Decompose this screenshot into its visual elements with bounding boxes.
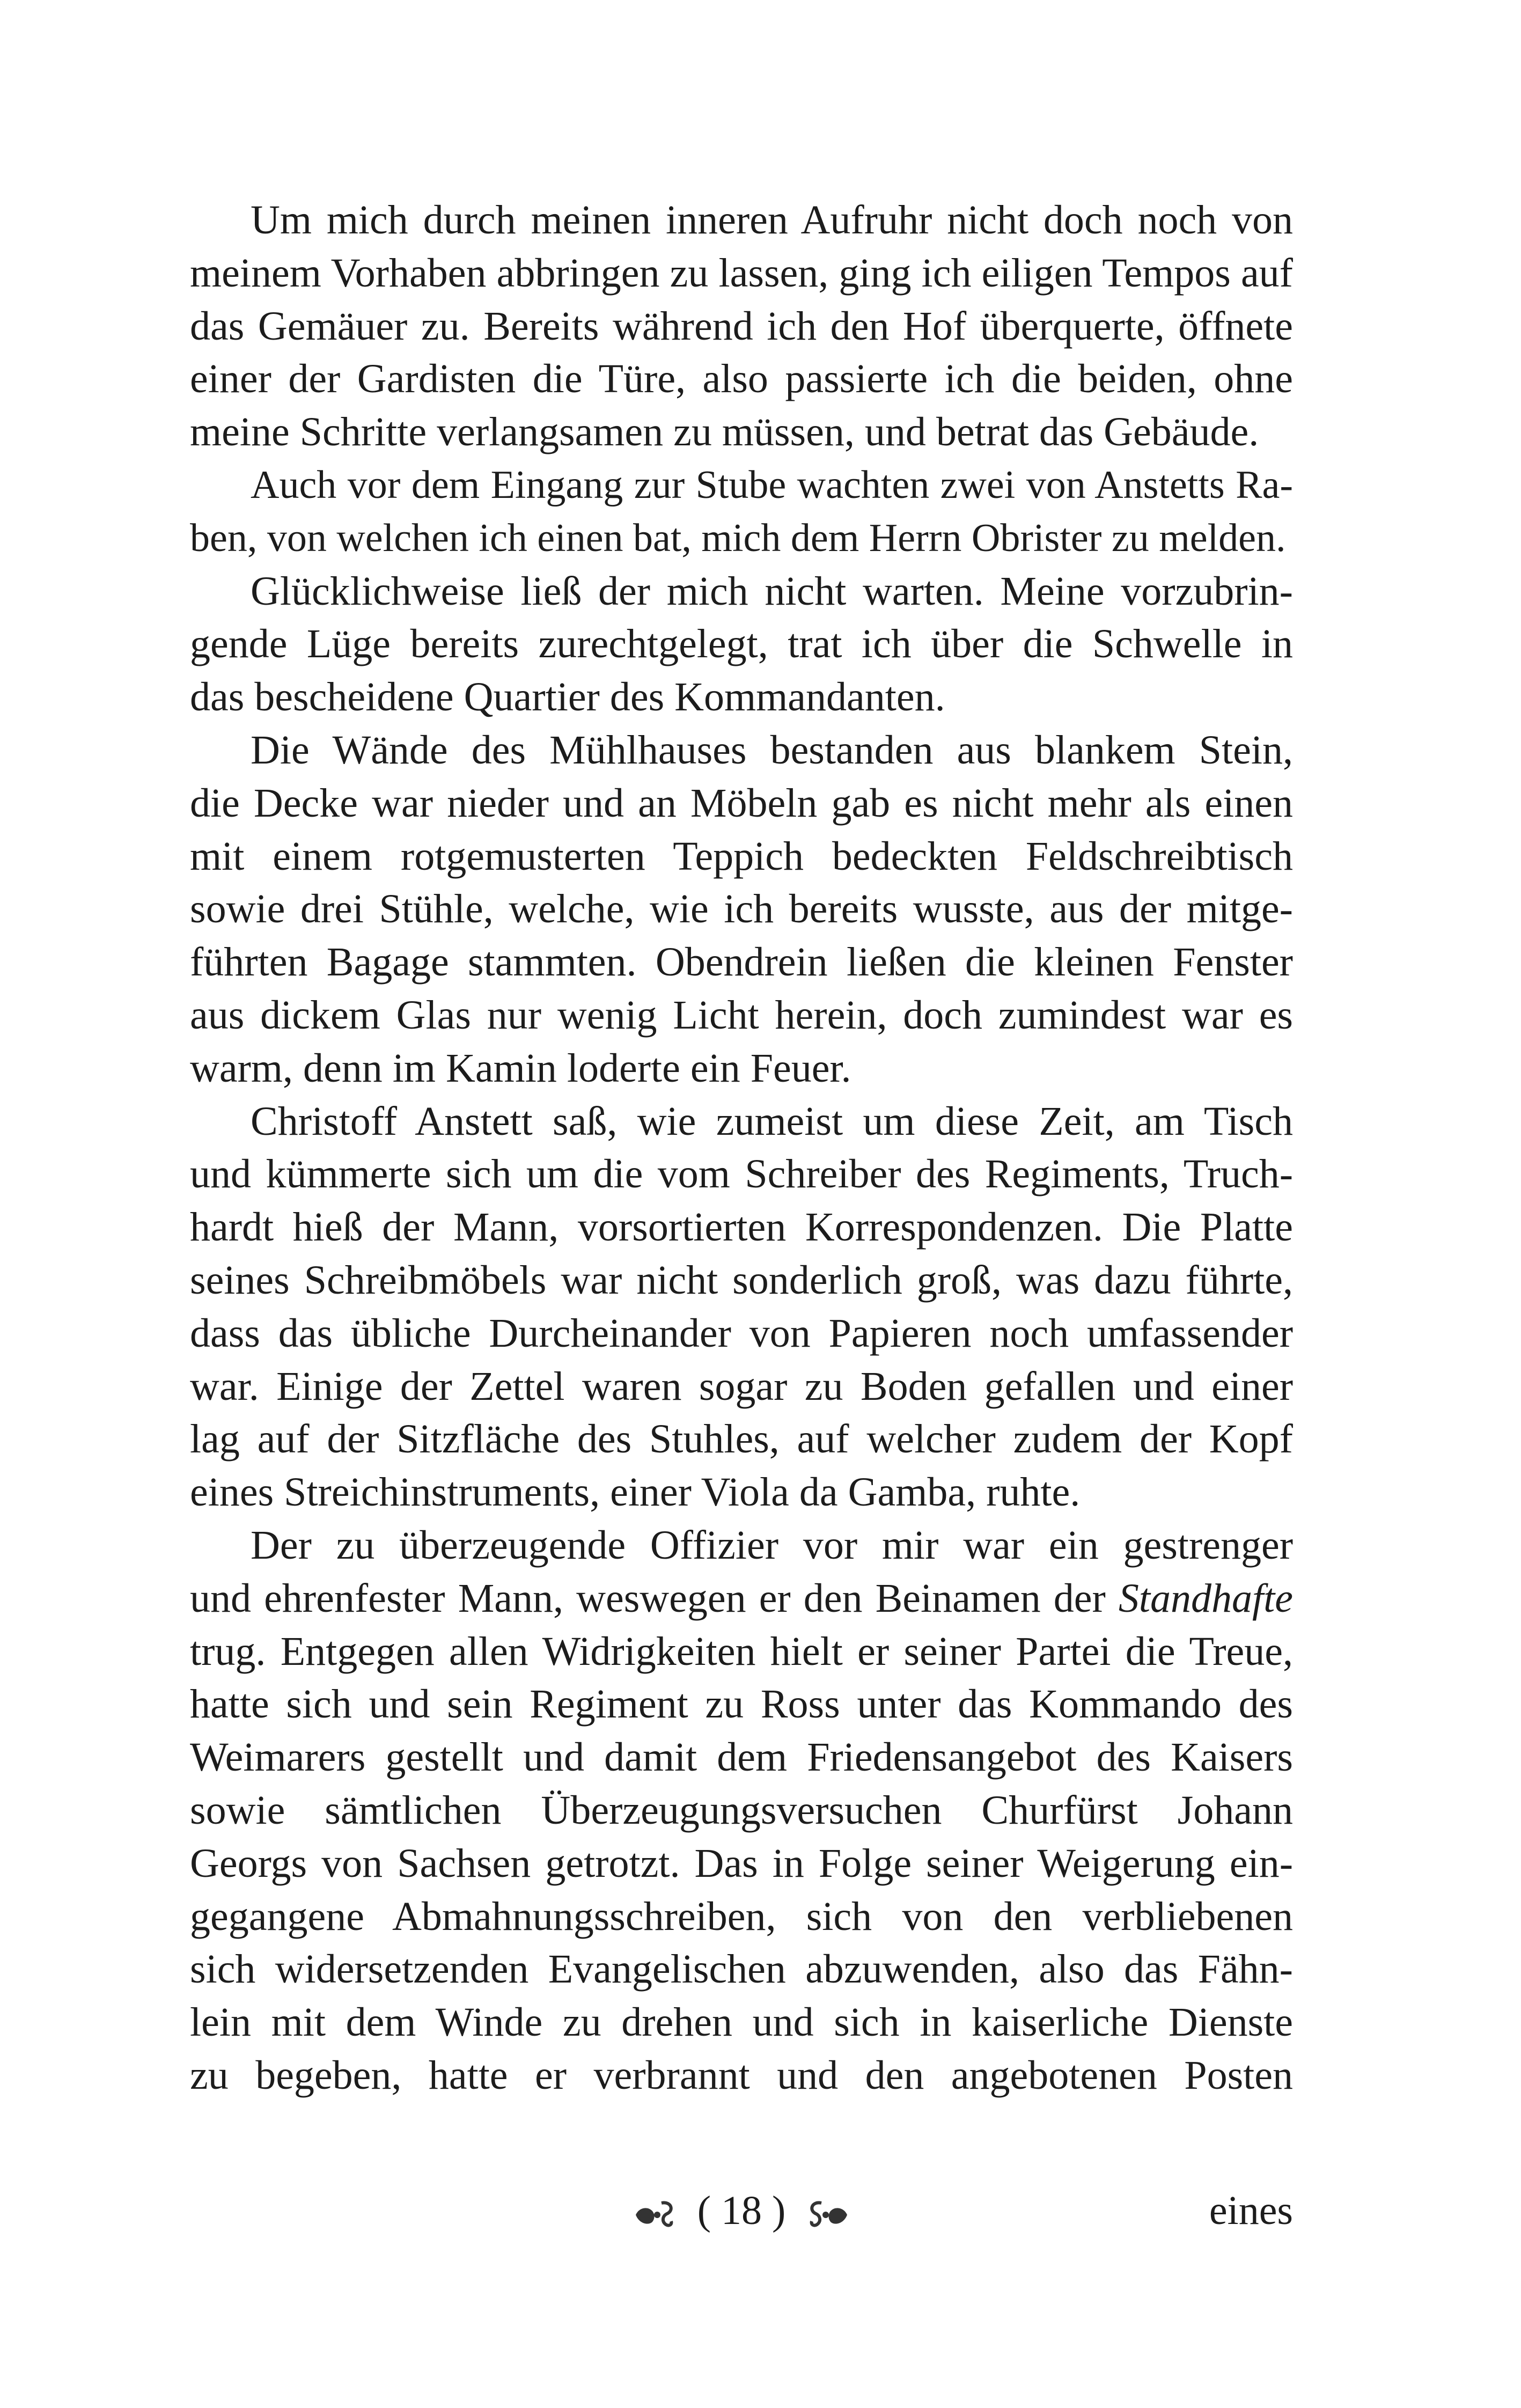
text-line: [190, 1360, 1293, 1413]
text-line: [190, 1201, 1293, 1254]
paragraph-first-line: [190, 724, 1293, 777]
line-text: meinem Vorhaben abbringen zu lassen, ging ich eiligen Tempos auf: [190, 250, 1293, 296]
line-text: Glücklichweise ließ der mich nicht warten. Meine vorzubrin-: [251, 568, 1293, 614]
line-text: und ehrenfester Mann, weswegen er den Beinamen der: [190, 1575, 1119, 1621]
line-text: sowie drei Stühle, welche, wie ich bereits wusste, aus der mitge-: [190, 886, 1293, 932]
text-line: [190, 1996, 1293, 2049]
text-line: [190, 406, 1293, 459]
text-line: [190, 300, 1293, 353]
page-footer: [190, 2184, 1293, 2237]
line-text: und kümmerte sich um die vom Schreiber des Regiments, Truch-: [190, 1151, 1293, 1197]
text-line: [190, 353, 1293, 406]
body-text: [190, 194, 1293, 2102]
text-line: [190, 883, 1293, 936]
line-text: zu begeben, hatte er verbrannt und den angebotenen Posten: [190, 2052, 1293, 2098]
line-text: mit einem rotgemusterten Teppich bedeckten Feldschreibtisch: [190, 833, 1293, 879]
text-line: [190, 1148, 1293, 1201]
text-line: [190, 1307, 1293, 1360]
text-line: [190, 2049, 1293, 2102]
text-line: [190, 1678, 1293, 1731]
paragraph-first-line: [190, 194, 1293, 247]
line-text: das Gemäuer zu. Bereits während ich den Hof überquerte, öffnete: [190, 303, 1293, 349]
text-line: [190, 1466, 1293, 1519]
line-text: ben, von welchen ich einen bat, mich dem Herrn Obrister zu melden.: [190, 516, 1286, 560]
line-text: dass das übliche Durcheinander von Papieren noch umfassender: [190, 1310, 1293, 1356]
text-line: [190, 618, 1293, 671]
line-text: lag auf der Sitzfläche des Stuhles, auf welcher zudem der Kopf: [190, 1416, 1293, 1462]
line-text: Um mich durch meinen inneren Aufruhr nicht doch noch von: [251, 197, 1293, 243]
text-line: [190, 671, 1293, 724]
line-text: eines Streichinstruments, einer Viola da Gamba, ruhte.: [190, 1470, 1081, 1515]
right-ornament-icon: [796, 2199, 849, 2231]
line-text: einer der Gardisten die Türe, also passierte ich die beiden, ohne: [190, 356, 1293, 402]
line-text: Weimarers gestellt und damit dem Friedensangebot des Kaisers: [190, 1735, 1293, 1780]
line-text: das bescheidene Quartier des Kommandanten.: [190, 674, 945, 720]
line-text: aus dickem Glas nur wenig Licht herein, doch zumindest war es: [190, 992, 1293, 1038]
line-text: hardt hieß der Mann, vorsortierten Korrespondenzen. Die Platte: [190, 1205, 1293, 1250]
text-line: [190, 830, 1293, 883]
line-text: Der zu überzeugende Offizier vor mir war ein gestrenger: [251, 1522, 1293, 1568]
left-ornament-icon: [634, 2199, 687, 2231]
paragraph-first-line: [190, 565, 1293, 618]
text-line: [190, 1731, 1293, 1784]
line-text: seines Schreibmöbels war nicht sonderlich groß, was dazu führte,: [190, 1257, 1293, 1303]
line-text: Georgs von Sachsen getrotzt. Das in Folge seiner Weigerung ein-: [190, 1840, 1293, 1886]
italic-term: Standhafte: [1118, 1575, 1293, 1621]
paragraph-first-line: [190, 459, 1293, 512]
text-line: [190, 1254, 1293, 1307]
text-line: [190, 1572, 1293, 1625]
line-text: die Decke war nieder und an Möbeln gab es nicht mehr als einen: [190, 780, 1293, 826]
line-text: lein mit dem Winde zu drehen und sich in kaiserliche Dienste: [190, 2000, 1293, 2045]
text-line: [190, 1042, 1293, 1095]
text-line: [190, 1943, 1293, 1996]
line-text: hatte sich und sein Regiment zu Ross unter das Kommando des: [190, 1682, 1293, 1727]
paragraph-first-line: [190, 1519, 1293, 1572]
paragraph-first-line: [190, 1095, 1293, 1148]
text-line: [190, 777, 1293, 830]
line-text: gende Lüge bereits zurechtgelegt, trat ich über die Schwelle in: [190, 621, 1293, 667]
text-line: [190, 989, 1293, 1042]
line-text: sich widersetzenden Evangelischen abzuwenden, also das Fähn-: [190, 1947, 1293, 1992]
line-text: gegangene Abmahnungsschreiben, sich von den verbliebenen: [190, 1893, 1293, 1939]
text-line: [190, 1837, 1293, 1890]
line-text: sowie sämtlichen Überzeugungsversuchen Churfürst Johann: [190, 1787, 1293, 1833]
line-text: trug. Entgegen allen Widrigkeiten hielt er seiner Partei die Treue,: [190, 1628, 1293, 1674]
text-line: [190, 512, 1293, 565]
text-line: [190, 1784, 1293, 1837]
text-line: [190, 247, 1293, 300]
text-line: [190, 1890, 1293, 1943]
line-text: meine Schritte verlangsamen zu müssen, und betrat das Gebäude.: [190, 409, 1259, 455]
page-number: ( 18 ): [697, 2188, 786, 2233]
line-text: Die Wände des Mühlhauses bestanden aus blankem Stein,: [251, 727, 1293, 773]
line-text: Christoff Anstett saß, wie zumeist um diese Zeit, am Tisch: [251, 1098, 1293, 1144]
line-text: führten Bagage stammten. Obendrein ließen die kleinen Fenster: [190, 939, 1293, 985]
line-text: war. Einige der Zettel waren sogar zu Boden gefallen und einer: [190, 1363, 1293, 1409]
folio: [190, 2184, 1293, 2237]
line-text: warm, denn im Kamin loderte ein Feuer.: [190, 1045, 851, 1091]
catchword: eines: [1209, 2188, 1293, 2233]
text-line: [190, 1413, 1293, 1466]
text-line: [190, 1625, 1293, 1678]
line-text: Auch vor dem Eingang zur Stube wachten zwei von Anstetts Ra-: [251, 462, 1293, 507]
text-line: [190, 936, 1293, 989]
